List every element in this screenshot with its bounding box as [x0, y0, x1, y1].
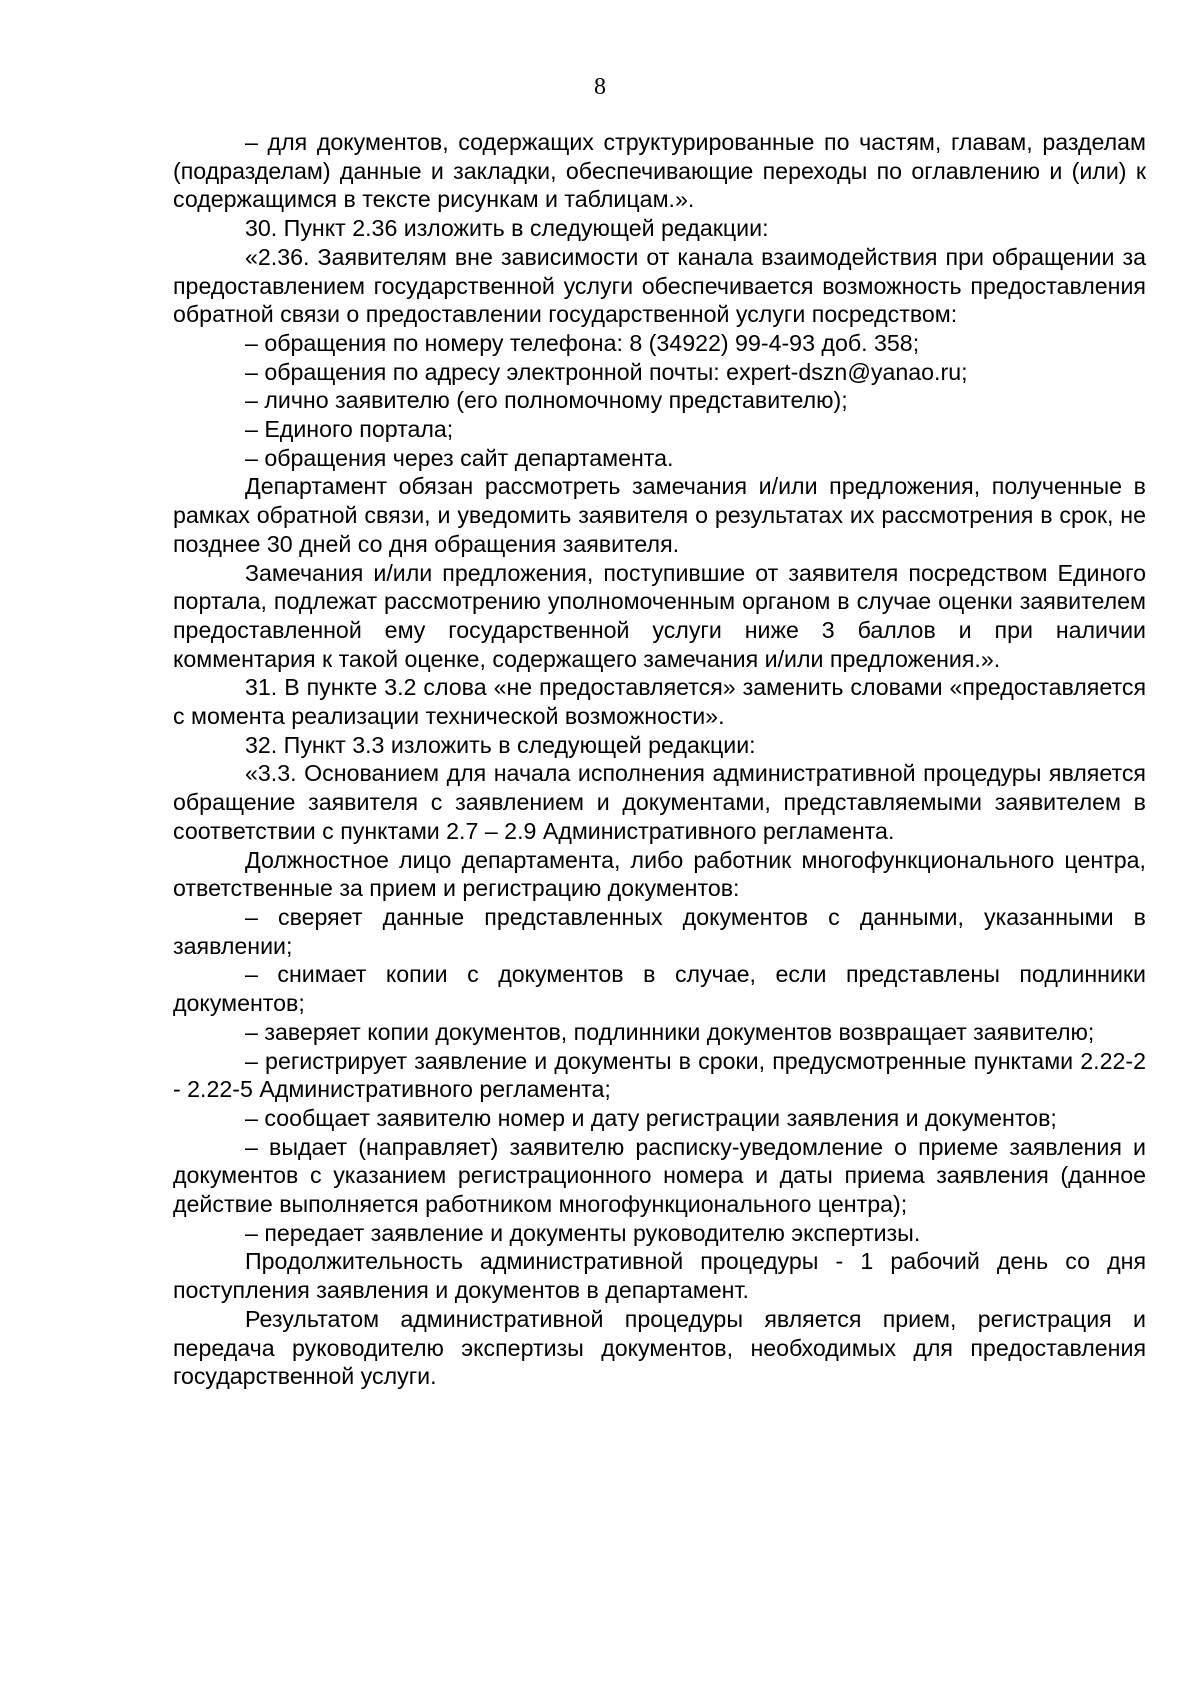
document-body [173, 128, 1146, 1391]
paragraph: Должностное лицо департамента, либо работник многофункционального центра, ответственные за прием и регистрацию документов: [173, 846, 1146, 902]
paragraph: Продолжительность административной процедуры - 1 рабочий день со дня поступления заявления и документов в департамент. [173, 1248, 1146, 1304]
paragraph: 32. Пункт 3.3 изложить в следующей редакции: [245, 731, 756, 758]
paragraph: «3.3. Основанием для начала исполнения административной процедуры является обращение заявителя с заявлением и документами, представляемыми заявителем в соответствии с пунктами 2.7 – 2.9 Административного регламента. [173, 760, 1146, 844]
list-item: – лично заявителю (его полномочному представителю); [245, 387, 848, 414]
list-item: – обращения по номеру телефона: 8 (34922) 99-4-93 доб. 358; [245, 329, 920, 356]
paragraph: Департамент обязан рассмотреть замечания и/или предложения, полученные в рамках обратной связи, и уведомить заявителя о результатах их рассмотрения в срок, не позднее 30 дней со дня обращения заявителя. [173, 473, 1146, 557]
list-item: – выдает (направляет) заявителю расписку-уведомление о приеме заявления и документов с указанием регистрационного номера и даты приема заявления (данное действие выполняется работником многофункционального центра); [173, 1133, 1146, 1218]
list-item: – сообщает заявителю номер и дату регистрации заявления и документов; [245, 1104, 1057, 1131]
list-item: – передает заявление и документы руководителю экспертизы. [245, 1219, 921, 1246]
paragraph: – для документов, содержащих структурированные по частям, главам, разделам (подразделам) данные и закладки, обеспечивающие переходы по оглавлению и (или) к содержащимся в тексте рисункам и таблицам.». [173, 129, 1146, 213]
paragraph: Замечания и/или предложения, поступившие от заявителя посредством Единого портала, подлежат рассмотрению уполномоченным органом в случае оценки заявителем предоставленной ему государственной услуги ниже 3 баллов и при наличии комментария к такой оценке, содержащего замечания и/или предложения.». [173, 559, 1146, 672]
paragraph: «2.36. Заявителям вне зависимости от канала взаимодействия при обращении за предоставлением государственной услуги обеспечивается возможность предоставления обратной связи о предоставлении государственной услуги посредством: [173, 243, 1146, 328]
page-number: 8 [594, 74, 606, 100]
list-item: – Единого портала; [245, 416, 454, 443]
list-item: – заверяет копии документов, подлинники документов возвращает заявителю; [245, 1018, 1095, 1045]
list-item: – обращения через сайт департамента. [245, 444, 674, 471]
paragraph: 31. В пункте 3.2 слова «не предоставляется» заменить словами «предоставляется с момента реализации технической возможности». [173, 674, 1146, 730]
list-item: – регистрирует заявление и документы в сроки, предусмотренные пунктами 2.22-2 - 2.22-5 Административного регламента; [173, 1047, 1146, 1103]
list-item: – сверяет данные представленных документов с данными, указанными в заявлении; [173, 903, 1146, 959]
paragraph: 30. Пункт 2.36 изложить в следующей редакции: [245, 215, 769, 242]
paragraph: Результатом административной процедуры является прием, регистрация и передача руководителю экспертизы документов, необходимых для предоставления государственной услуги. [173, 1305, 1146, 1390]
list-item: – снимает копии с документов в случае, если представлены подлинники документов; [173, 961, 1146, 1017]
list-item: – обращения по адресу электронной почты: expert-dszn@yanao.ru; [245, 358, 968, 385]
